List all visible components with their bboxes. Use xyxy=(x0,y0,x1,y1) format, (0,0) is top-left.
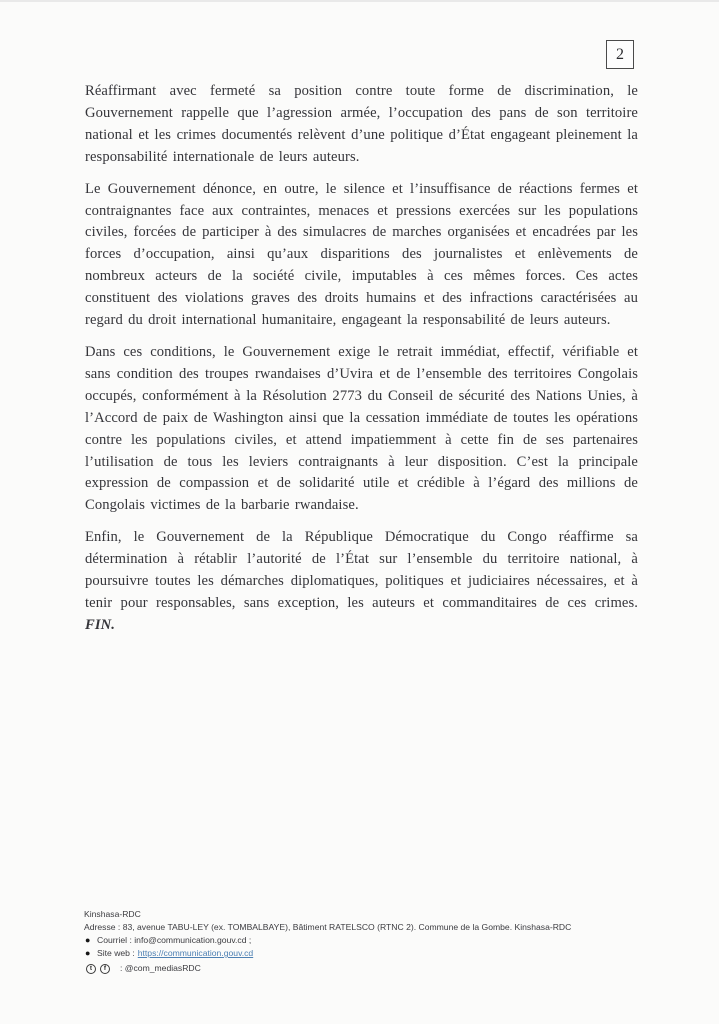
footer-city: Kinshasa-RDC xyxy=(84,909,141,919)
footer-social-row xyxy=(84,962,654,975)
bullet-icon: ● xyxy=(85,948,91,958)
fin-label: FIN. xyxy=(85,616,116,633)
footer-website-link[interactable]: https://communication.gouv.cd xyxy=(137,948,254,958)
footer-email: Courriel : info@communication.gouv.cd ; xyxy=(97,935,252,945)
page-footer xyxy=(84,908,654,975)
page-number-box xyxy=(606,40,634,69)
document-body xyxy=(85,81,638,647)
footer-email-row xyxy=(84,934,654,947)
footer-social-handle: : @com_mediasRDC xyxy=(120,963,201,973)
footer-website-label: Site web : xyxy=(97,948,135,958)
footer-city-row xyxy=(84,908,654,921)
bullet-icon: ● xyxy=(85,935,91,945)
footer-address: Adresse : 83, avenue TABU-LEY (ex. TOMBALBAYE), Bâtiment RATELSCO (RTNC 2). Commune de la Gombe. Kinshasa-RDC xyxy=(84,922,572,932)
scan-top-edge xyxy=(0,0,719,2)
paragraph-denonciation: Le Gouvernement dénonce, en outre, le silence et l’insuffisance de réactions fermes et contraignantes face aux contraintes, menaces et pressions exercées sur les populations civiles, forcées de participer à des simulacres de marches organisées et encadrées par les forces d’occupation, ainsi qu’aux disparitions des journalistes et enlèvements de nombreux acteurs de la société civile, imputables à ces mêmes forces. Ces actes constituent des violations graves des droits humains et des infractions caractérisées au regard du droit international humanitaire, engageant la responsabilité de leurs auteurs. xyxy=(85,180,638,329)
page-number: 2 xyxy=(616,45,624,63)
paragraph-exigences: Dans ces conditions, le Gouvernement exige le retrait immédiat, effectif, vérifiable et sans condition des troupes rwandaises d’Uvira et de l’ensemble des territoires Congolais occupés, conformément à la Résolution 2773 du Conseil de sécurité des Nations Unies, à l’Accord de paix de Washington ainsi que la cessation immédiate de toutes les opérations contre les populations civiles, et attend impatiemment à cette fin de ses partenaires l’utilisation de tous les leviers contraignants à leur disposition. C’est la principale expression de compassion et de solidarité utile et crédible à l’égard des millions de Congolais victimes de la barbarie rwandaise. xyxy=(85,343,638,514)
twitter-icon: t xyxy=(86,964,96,974)
paragraph-conclusion-text: Enfin, le Gouvernement de la République Démocratique du Congo réaffirme sa détermination à rétablir l’autorité de l’État sur l’ensemble du territoire national, à poursuivre toutes les démarches diplomatiques, politiques et judiciaires nécessaires, et à tenir pour responsables, sans exception, les auteurs et commanditaires de ces crimes. xyxy=(85,529,638,611)
footer-website-row xyxy=(84,947,654,960)
footer-address-row xyxy=(84,921,654,934)
facebook-icon: f xyxy=(100,964,110,974)
paragraph-conclusion xyxy=(85,527,638,637)
paragraph-discrimination: Réaffirmant avec fermeté sa position contre toute forme de discrimination, le Gouvernement rappelle que l’agression armée, l’occupation des pans de son territoire national et les crimes documentés relèvent d’une politique d’État engageant pleinement la responsabilité internationale de leurs auteurs. xyxy=(85,83,638,165)
